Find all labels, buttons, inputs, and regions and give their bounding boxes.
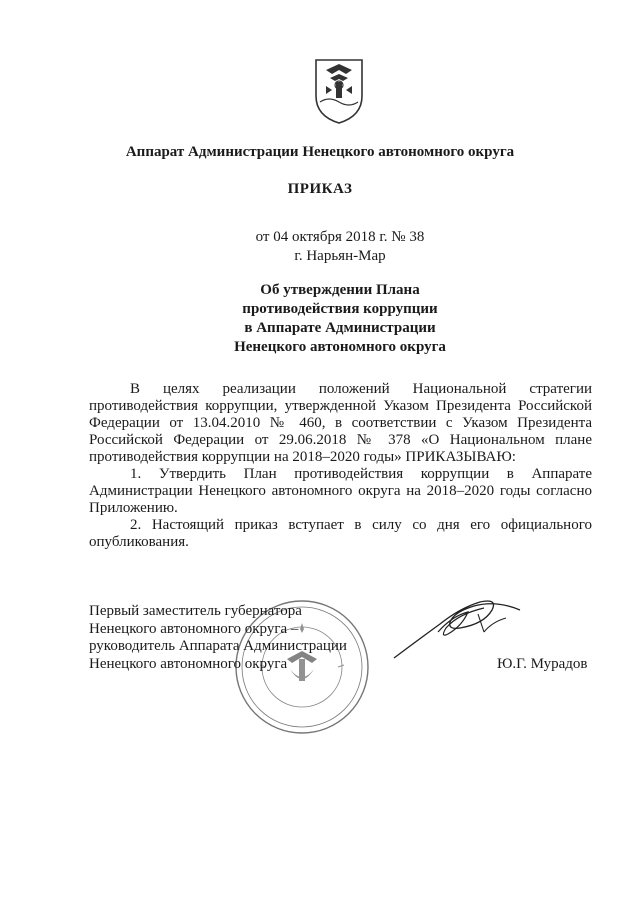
title-line: Об утверждении Плана [260, 282, 420, 298]
order-item-2: 2. Настоящий приказ вступает в силу со дня его официального опубликования. [89, 517, 592, 550]
document-title [150, 281, 530, 357]
title-line: в Аппарате Администрации [244, 320, 436, 336]
signatory-position-line: Ненецкого автономного округа – [89, 620, 299, 637]
document-body [89, 381, 592, 551]
order-item-1: 1. Утвердить План противодействия коррупции в Аппарате Администрации Ненецкого автономного округа на 2018–2020 годы согласно Приложению. [89, 466, 592, 516]
title-line: противодействия коррупции [242, 301, 438, 317]
document-date-number: от 04 октября 2018 г. № 38 [255, 229, 425, 245]
agency-name: Аппарат Администрации Ненецкого автономного округа [125, 144, 515, 160]
signatory-name: Ю.Г. Мурадов [497, 656, 588, 672]
signatory-position [89, 603, 347, 673]
preamble-paragraph: В целях реализации положений Национальной стратегии противодействия коррупции, утвержденной Указом Президента Российской Федерации от 13.04.2010 № 460, в соответствии с Указом Президента Российской Федерации от 29.06.2018 № 378 «О Национальном плане противодействия коррупции на 2018–2020 годы» ПРИКАЗЫВАЮ: [89, 381, 592, 465]
signatory-position-line: руководитель Аппарата Администрации [89, 638, 347, 654]
document-type: ПРИКАЗ [287, 181, 353, 197]
signatory-position-line: Ненецкого автономного округа [89, 655, 288, 672]
document-place: г. Нарьян-Мар [294, 248, 386, 264]
coat-of-arms-icon [312, 56, 366, 126]
handwritten-signature-icon [388, 592, 528, 662]
title-line: Ненецкого автономного округа [234, 339, 446, 355]
signatory-position-line: Первый заместитель губернатора [89, 603, 302, 619]
